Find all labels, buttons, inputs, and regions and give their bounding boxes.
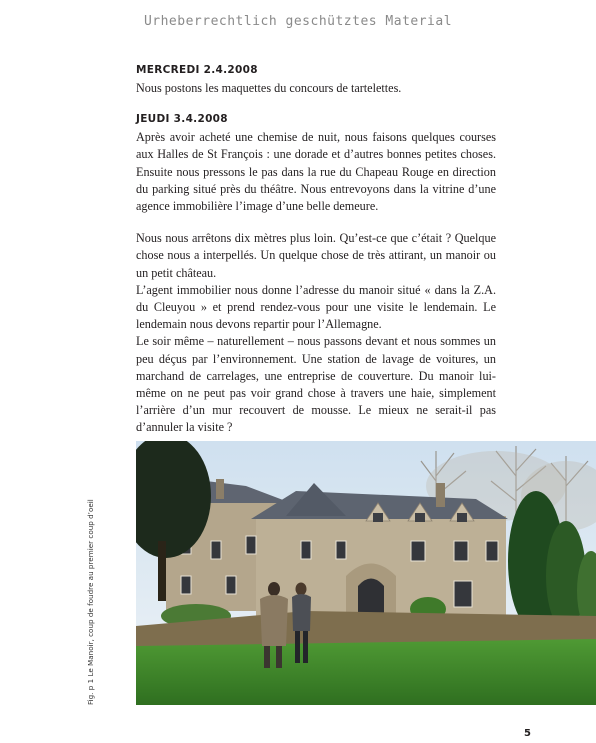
diary-entry-1	[136, 63, 496, 97]
manor-illustration	[136, 441, 596, 705]
entry-paragraph: Après avoir acheté une chemise de nuit, nous faisons quelques courses aux Halles de St François : une dorade et d’autres bonnes petites choses. Ensuite nous pressons le pas dans la rue du Chapeau Rouge en direction du parking situé près du théâtre. Nous entrevoyons dans la vitrine d’une agence immobilière l’image d’une belle demeure.	[136, 130, 496, 214]
page-number: 5	[524, 728, 531, 739]
manor-photo	[136, 441, 596, 705]
entry-paragraph: Nous nous arrêtons dix mètres plus loin. Qu’est-ce que c’était ? Quelque chose nous a interpellés. Un quelque chose de très attirant, un manoir ou un petit château.	[136, 231, 496, 280]
entry-date: MERCREDI 2.4.2008	[136, 64, 258, 76]
entry-paragraph: Le soir même – naturellement – nous passons devant et nous sommes un peu déçus par l’environnement. Une station de lavage de voitures, un marchand de carrelages, une entreprise de couverture. Du manoir lui-même on ne peut pas voir grand chose à travers une haie, simplement l’arrière d’un mur recouvert de mousse. Le mieux ne serait-il pas d’annuler la visite ?	[136, 334, 496, 435]
diary-entry-2	[136, 112, 496, 436]
diary-text	[136, 63, 496, 452]
copyright-watermark: Urheberrechtlich geschütztes Material	[143, 14, 453, 29]
entry-paragraph: Nous postons les maquettes du concours de tartelettes.	[136, 81, 402, 95]
paragraph-gap	[136, 215, 496, 230]
entry-date: JEUDI 3.4.2008	[136, 113, 228, 126]
figure-caption: Fig. p 1 Le Manoir, coup de foudre au premier coup d’oeil	[86, 499, 95, 705]
entry-paragraph: L’agent immobilier nous donne l’adresse du manoir situé « dans la Z.A. du Cleuyou » et prend rendez-vous pour une visite le lendemain. Le lendemain nous devons repartir pour l’Allemagne.	[136, 282, 496, 332]
